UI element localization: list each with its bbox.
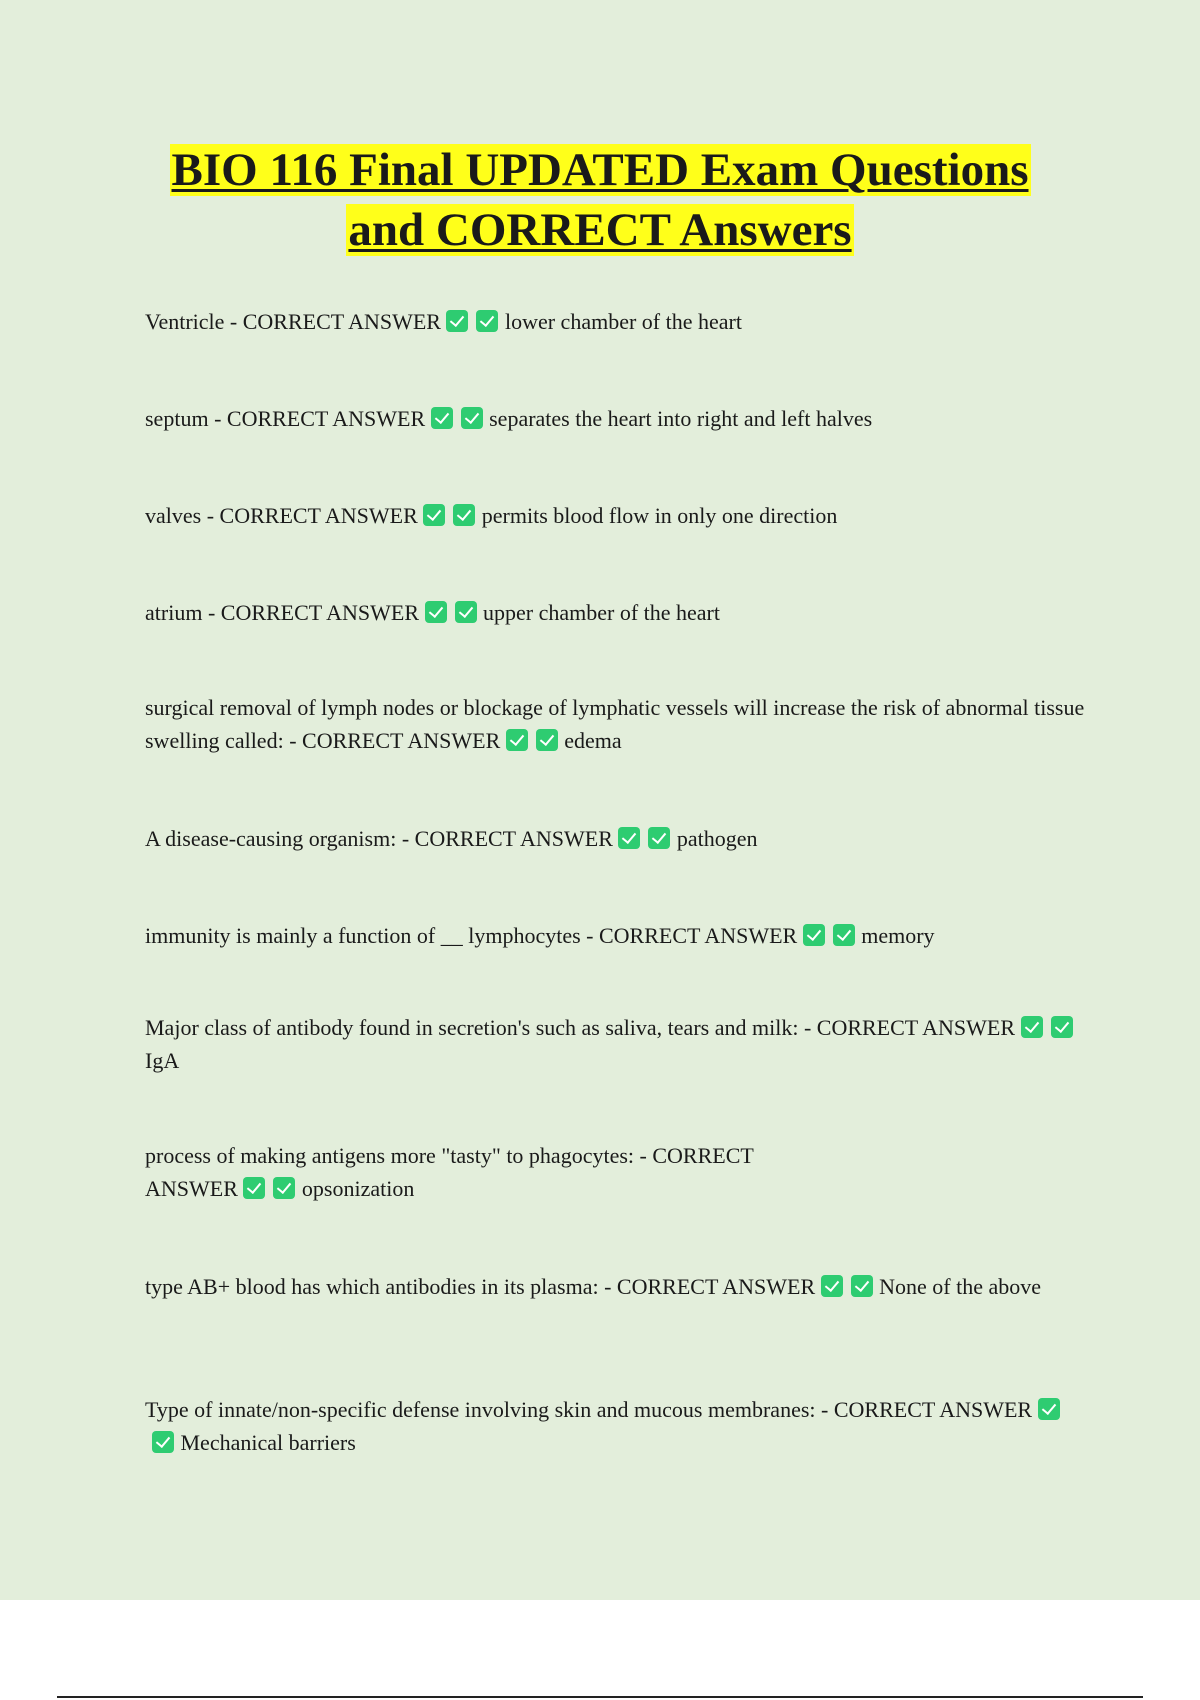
question-text: atrium	[145, 600, 203, 625]
correct-answer-label: - CORRECT ANSWER	[598, 1274, 816, 1299]
checkmark-icon	[243, 1177, 265, 1199]
checkmark-icon	[1021, 1016, 1043, 1038]
checkmark-icon	[455, 601, 477, 623]
question-text: Major class of antibody found in secretion's such as saliva, tears and milk:	[145, 1015, 799, 1040]
checkmark-icon	[1051, 1016, 1073, 1038]
footer-divider	[57, 1696, 1143, 1698]
qa-item	[145, 919, 1085, 952]
answer-text: upper chamber of the heart	[483, 600, 720, 625]
correct-answer-label: - CORRECT ANSWER	[208, 406, 426, 431]
answer-text: lower chamber of the heart	[504, 309, 742, 334]
title-line-1: BIO 116 Final UPDATED Exam Questions	[171, 144, 1029, 196]
checkmark-icon	[273, 1177, 295, 1199]
qa-item	[145, 822, 1085, 855]
checkmark-icon	[536, 729, 558, 751]
qa-item	[145, 1011, 1085, 1077]
question-text: type AB+ blood has which antibodies in its plasma:	[145, 1274, 599, 1299]
checkmark-icon	[476, 310, 498, 332]
correct-answer-label: - CORRECT ANSWER	[798, 1015, 1015, 1040]
qa-item	[145, 596, 1085, 629]
question-text: valves	[145, 503, 202, 528]
checkmark-icon	[821, 1275, 843, 1297]
question-text: process of making antigens more "tasty" to phagocytes:	[145, 1143, 635, 1168]
qa-item	[145, 402, 1085, 435]
question-text: immunity is mainly a function of __ lymphocytes	[145, 923, 581, 948]
answer-text: Mechanical barriers	[180, 1430, 356, 1455]
checkmark-icon	[152, 1431, 174, 1453]
correct-answer-label: - CORRECT ANSWER	[224, 309, 441, 334]
qa-item	[145, 1139, 845, 1205]
checkmark-icon	[1038, 1398, 1060, 1420]
title-line-2: and CORRECT Answers	[348, 204, 852, 256]
answer-text: permits blood flow in only one direction	[481, 503, 838, 528]
correct-answer-label: - CORRECT ANSWER	[145, 1143, 754, 1201]
qa-item	[145, 1393, 1085, 1459]
answer-text: memory	[861, 923, 935, 948]
correct-answer-label: - CORRECT ANSWER	[283, 728, 501, 753]
correct-answer-label: - CORRECT ANSWER	[396, 826, 613, 851]
answer-text: separates the heart into right and left halves	[489, 406, 873, 431]
answer-text: edema	[564, 728, 622, 753]
checkmark-icon	[803, 924, 825, 946]
qa-item	[145, 305, 1085, 338]
qa-item	[145, 499, 1085, 532]
correct-answer-label: - CORRECT ANSWER	[815, 1397, 1033, 1422]
qa-item	[145, 1270, 1085, 1303]
checkmark-icon	[618, 827, 640, 849]
checkmark-icon	[423, 504, 445, 526]
correct-answer-label: - CORRECT ANSWER	[202, 600, 419, 625]
checkmark-icon	[851, 1275, 873, 1297]
checkmark-icon	[431, 407, 453, 429]
question-text: surgical removal of lymph nodes or blockage of lymphatic vessels will increase the risk of abnormal tissue swelling called:	[145, 695, 1085, 753]
document-title	[100, 140, 1100, 260]
question-text: Type of innate/non-specific defense involving skin and mucous membranes:	[145, 1397, 816, 1422]
question-text: septum	[145, 406, 209, 431]
checkmark-icon	[833, 924, 855, 946]
question-text: A disease-causing organism:	[145, 826, 397, 851]
checkmark-icon	[506, 729, 528, 751]
correct-answer-label: - CORRECT ANSWER	[580, 923, 798, 948]
answer-text: None of the above	[879, 1274, 1042, 1299]
checkmark-icon	[453, 504, 475, 526]
checkmark-icon	[648, 827, 670, 849]
checkmark-icon	[461, 407, 483, 429]
question-text: Ventricle	[145, 309, 225, 334]
correct-answer-label: - CORRECT ANSWER	[201, 503, 418, 528]
checkmark-icon	[446, 310, 468, 332]
qa-item	[145, 691, 1085, 757]
answer-text: pathogen	[676, 826, 758, 851]
answer-text: IgA	[145, 1048, 180, 1073]
checkmark-icon	[425, 601, 447, 623]
answer-text: opsonization	[301, 1176, 415, 1201]
